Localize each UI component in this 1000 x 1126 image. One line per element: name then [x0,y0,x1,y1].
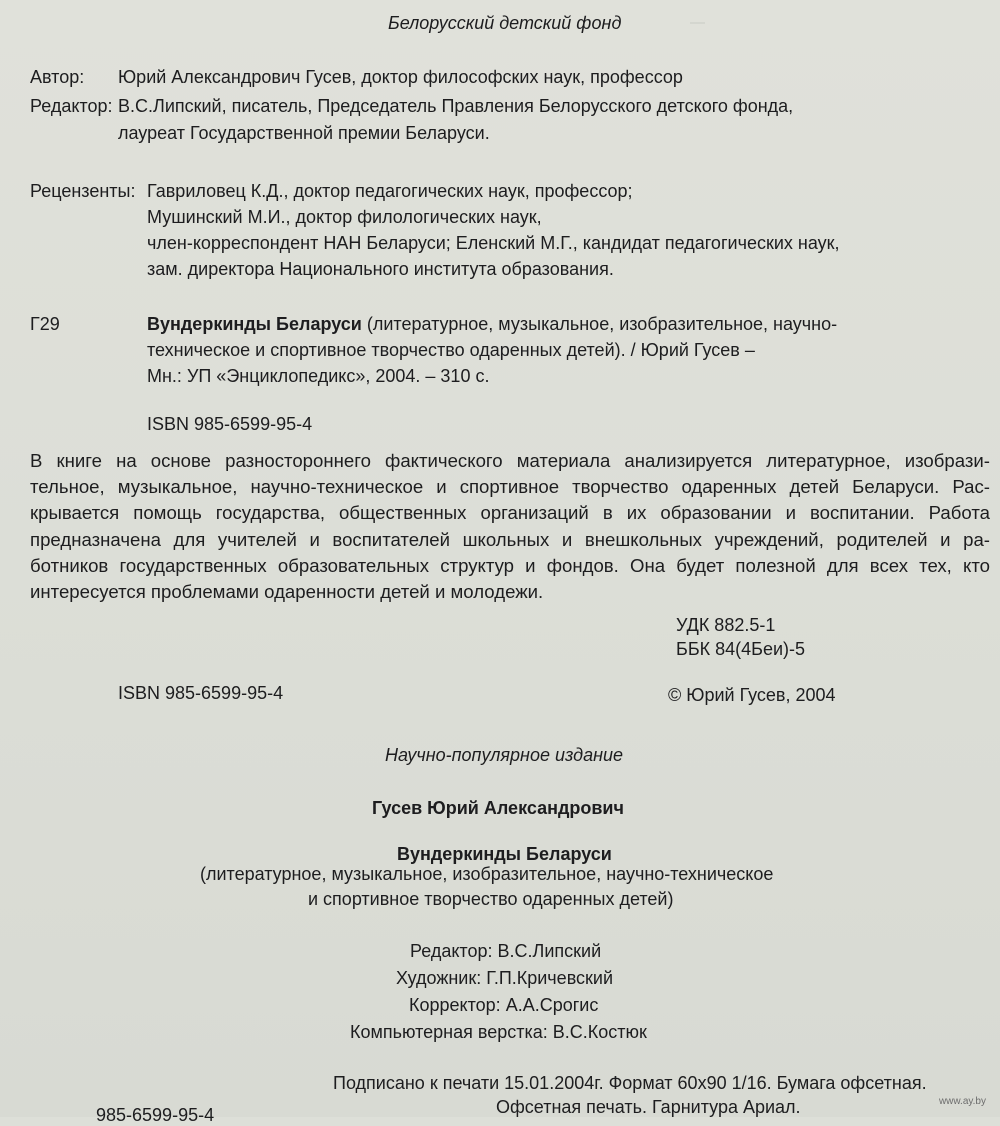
credit-artist [396,967,613,989]
udk-code: УДК 882.5-1 [676,615,776,635]
catalog-isbn: ISBN 985-6599-95-4 [147,414,313,434]
editor-label: Редактор: [30,96,113,116]
editor-value-line2: лауреат Государственной премии Беларуси. [118,123,490,143]
edition-type: Научно-популярное издание [385,745,624,765]
reviewers-label: Рецензенты: [30,181,136,201]
reviewer-line: Мушинский М.И., доктор филологических наук, [147,207,542,227]
abstract-line: интересуется проблемами одаренности детей и молодежи. [30,581,544,603]
credit-label: Художник: [396,968,482,988]
catalog-code: Г29 [30,314,60,334]
credit-value: В.С.Костюк [552,1022,647,1042]
foundation-name: Белорусский детский фонд [388,13,622,33]
imprint-author: Гусев Юрий Александрович [372,798,624,818]
credit-label: Корректор: [409,995,501,1015]
isbn-number: ISBN 985-6599-95-4 [118,683,284,703]
author-label: Автор: [30,67,85,87]
credit-value: Г.П.Кричевский [486,968,614,988]
credit-editor [410,940,601,962]
abstract-line: В книге на основе разностороннего фактического материала анализируется литературное, изобрази- [30,450,990,471]
reviewer-line: Гавриловец К.Д., доктор педагогических наук, профессор; [147,181,633,201]
imprint-title: Вундеркинды Беларуси [397,844,612,864]
reviewer-line: зам. директора Национального института образования. [147,259,614,279]
bbk-code: ББК 84(4Беи)-5 [676,639,806,659]
watermark: www.ay.by [938,1096,986,1107]
credit-label: Компьютерная верстка: [350,1022,548,1042]
editor-value-line1: В.С.Липский, писатель, Председатель Правления Белорусского детского фонда, [118,96,794,116]
catalog-title-rest: (литературное, музыкальное, изобразительное, научно- [361,314,838,334]
imprint-subtitle-line2: и спортивное творчество одаренных детей) [308,889,674,909]
credit-label: Редактор: [410,941,493,961]
abstract-line: ботников государственных образовательных структур и фондов. Она будет полезной для всех тех, кто [30,554,990,576]
abstract-paragraph [30,448,990,605]
abstract-line: крывается помощь государства, общественных организаций в их образовании и воспитании. Работа [30,502,990,524]
print-details-line1: Подписано к печати 15.01.2004г. Формат 60х90 1/16. Бумага офсетная. [333,1073,927,1093]
author-value: Юрий Александрович Гусев, доктор философских наук, профессор [118,67,683,87]
copyright-notice: © Юрий Гусев, 2004 [668,685,836,705]
imprint-subtitle-line1: (литературное, музыкальное, изобразительное, научно-техническое [200,864,774,884]
credit-value: В.С.Липский [497,941,602,961]
abstract-line: предназначена для учителей и воспитателей школьных и внешкольных учреждений, родителей и ра- [30,528,990,550]
catalog-title-line1 [147,313,837,335]
reviewer-line: член-корреспондент НАН Беларуси; Еленский М.Г., кандидат педагогических наук, [147,233,840,253]
print-details-line2: Офсетная печать. Гарнитура Ариал. [496,1097,801,1117]
credit-proofreader [409,994,598,1016]
credit-layout [350,1021,647,1043]
catalog-title-bold: Вундеркинды Беларуси [147,314,362,334]
credit-value: А.А.Срогис [505,995,599,1015]
cut-off-isbn: 985-6599-95-4 [96,1105,215,1125]
catalog-publisher: Мн.: УП «Энциклопедикс», 2004. – 310 с. [147,366,490,386]
abstract-line: тельное, музыкальное, научно-техническое и спортивное творчество одаренных детей Беларуси. Рас- [30,476,990,498]
catalog-title-line2: техническое и спортивное творчество одаренных детей). / Юрий Гусев – [147,340,755,360]
show-through-text: — [690,14,705,31]
